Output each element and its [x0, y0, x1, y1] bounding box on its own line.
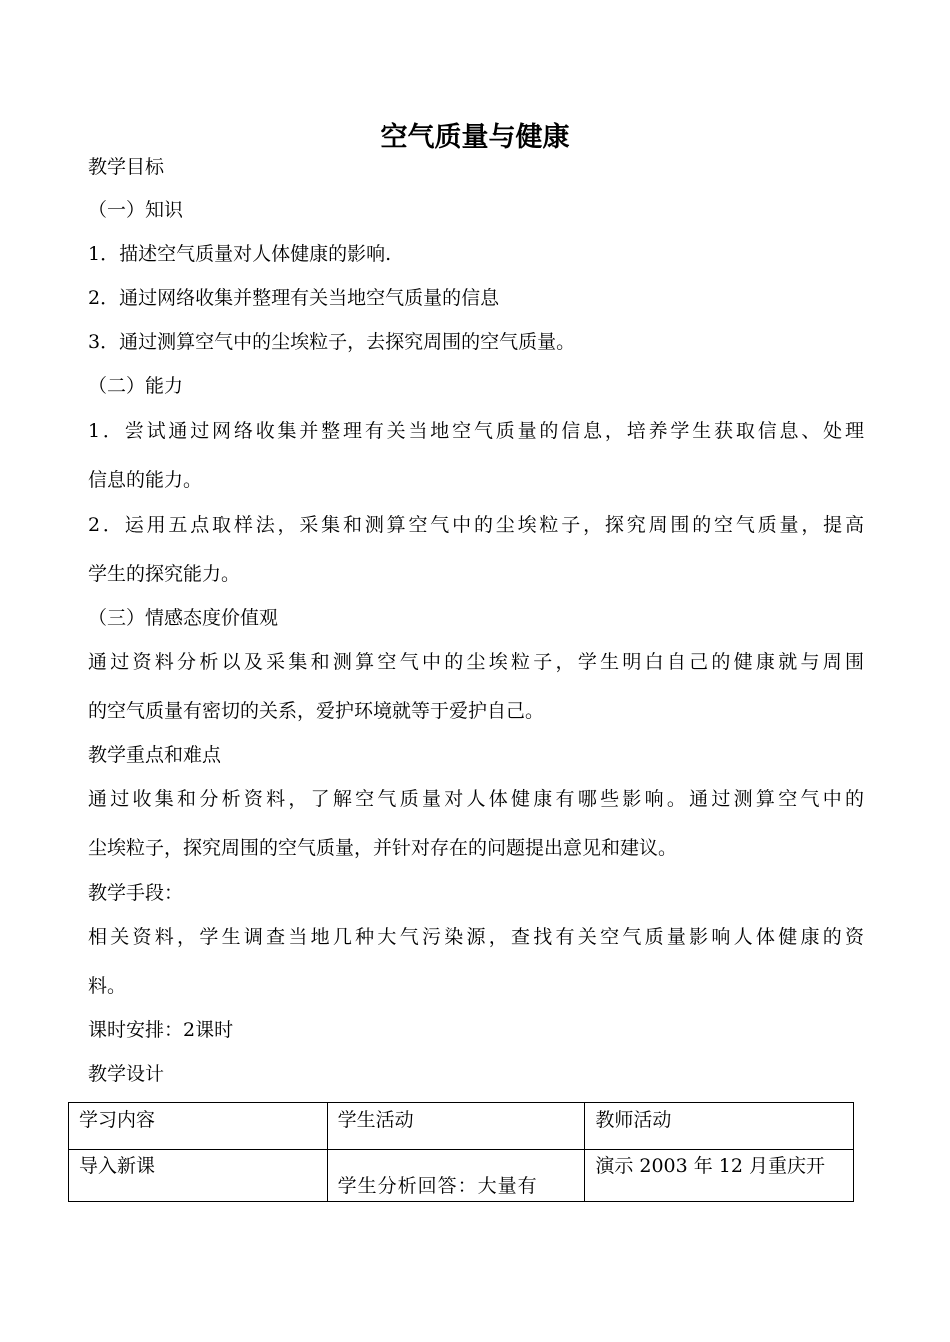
section-heading-key-points: 教学重点和难点: [88, 744, 222, 766]
table-header-row: [69, 1103, 854, 1150]
key-points-line-1: 通过收集和分析资料，了解空气质量对人体健康有哪些影响。通过测算空气中的: [88, 788, 864, 810]
table-header-cell: 教师活动: [585, 1103, 854, 1150]
table-row: [69, 1150, 854, 1202]
table-cell: 导入新课: [69, 1150, 328, 1202]
schedule-line: 课时安排：2课时: [88, 1019, 234, 1041]
section-heading-design: 教学设计: [88, 1063, 165, 1085]
means-line-2: 料。: [88, 975, 127, 997]
subsection-ability: （二）能力: [88, 375, 184, 397]
knowledge-item-1: 1．描述空气质量对人体健康的影响.: [88, 243, 392, 265]
ability-item-2-line-1: 2．运用五点取样法，采集和测算空气中的尘埃粒子，探究周围的空气质量，提高: [88, 514, 864, 536]
section-heading-objectives: 教学目标: [88, 156, 165, 178]
key-points-line-2: 尘埃粒子，探究周围的空气质量，并针对存在的问题提出意见和建议。: [88, 837, 678, 859]
ability-item-2-line-2: 学生的探究能力。: [88, 563, 241, 585]
means-line-1: 相关资料，学生调查当地几种大气污染源，查找有关空气质量影响人体健康的资: [88, 926, 864, 948]
ability-item-1-line-2: 信息的能力。: [88, 469, 203, 491]
design-table: [68, 1102, 854, 1202]
ability-item-1-line-1: 1．尝试通过网络收集并整理有关当地空气质量的信息，培养学生获取信息、处理: [88, 420, 864, 442]
attitude-line-1: 通过资料分析以及采集和测算空气中的尘埃粒子，学生明白自己的健康就与周围: [88, 651, 864, 673]
table-header-cell: 学生活动: [327, 1103, 585, 1150]
document-title: 空气质量与健康: [380, 122, 570, 153]
section-heading-means: 教学手段：: [88, 882, 184, 904]
table-header-cell: 学习内容: [69, 1103, 328, 1150]
subsection-attitude: （三）情感态度价值观: [88, 607, 279, 629]
table-cell: 学生分析回答：大量有: [327, 1150, 585, 1202]
knowledge-item-3: 3．通过测算空气中的尘埃粒子，去探究周围的空气质量。: [88, 331, 576, 353]
attitude-line-2: 的空气质量有密切的关系，爱护环境就等于爱护自己。: [88, 700, 545, 722]
subsection-knowledge: （一）知识: [88, 199, 184, 221]
knowledge-item-2: 2．通过网络收集并整理有关当地空气质量的信息: [88, 287, 500, 309]
table-cell: 演示 2003 年 12 月重庆开: [585, 1150, 854, 1202]
